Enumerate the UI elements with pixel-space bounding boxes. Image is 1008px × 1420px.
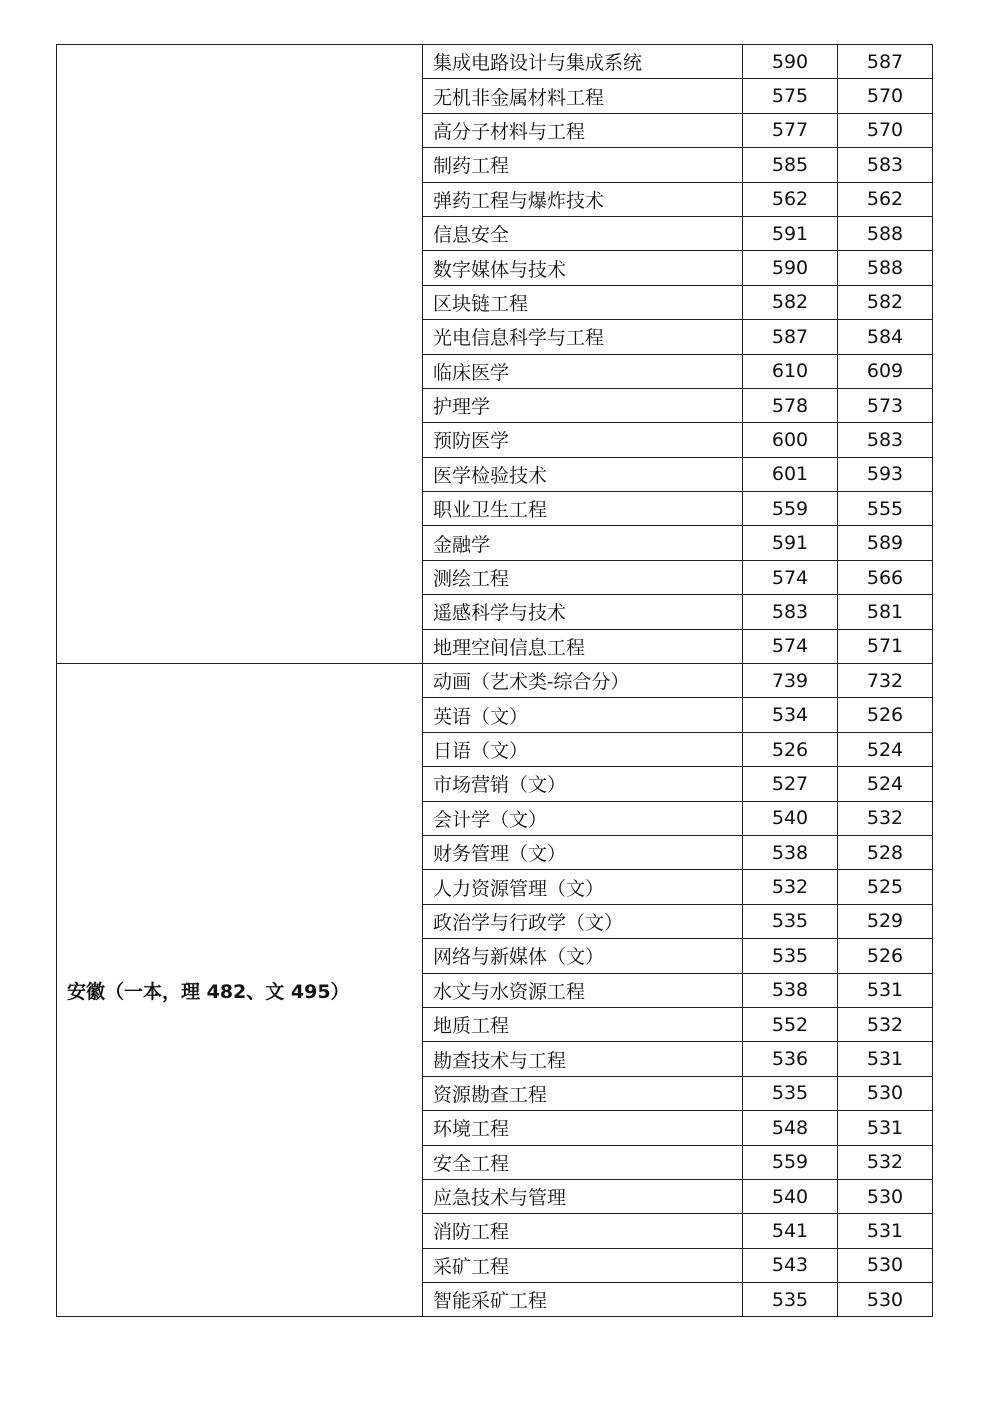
max-score-cell: 574 (743, 629, 838, 663)
max-score-cell: 610 (743, 354, 838, 388)
major-cell: 医学检验技术 (423, 457, 743, 491)
max-score-cell: 585 (743, 148, 838, 182)
major-cell: 制药工程 (423, 148, 743, 182)
major-cell: 水文与水资源工程 (423, 973, 743, 1007)
min-score-cell: 525 (838, 870, 933, 904)
major-cell: 弹药工程与爆炸技术 (423, 182, 743, 216)
table-body (57, 45, 933, 1317)
max-score-cell: 591 (743, 526, 838, 560)
max-score-cell: 532 (743, 870, 838, 904)
major-cell: 预防医学 (423, 423, 743, 457)
min-score-cell: 573 (838, 388, 933, 422)
major-cell: 高分子材料与工程 (423, 113, 743, 147)
min-score-cell: 589 (838, 526, 933, 560)
min-score-cell: 531 (838, 1042, 933, 1076)
major-cell: 安全工程 (423, 1145, 743, 1179)
max-score-cell: 601 (743, 457, 838, 491)
major-cell: 政治学与行政学（文） (423, 904, 743, 938)
table-row (57, 45, 933, 79)
max-score-cell: 559 (743, 492, 838, 526)
min-score-cell: 526 (838, 698, 933, 732)
major-cell: 采矿工程 (423, 1248, 743, 1282)
max-score-cell: 590 (743, 251, 838, 285)
major-cell: 人力资源管理（文） (423, 870, 743, 904)
min-score-cell: 524 (838, 732, 933, 766)
min-score-cell: 581 (838, 595, 933, 629)
min-score-cell: 531 (838, 973, 933, 1007)
min-score-cell: 530 (838, 1179, 933, 1213)
admission-score-table (56, 44, 933, 1317)
max-score-cell: 578 (743, 388, 838, 422)
max-score-cell: 575 (743, 79, 838, 113)
max-score-cell: 590 (743, 45, 838, 79)
min-score-cell: 524 (838, 767, 933, 801)
major-cell: 网络与新媒体（文） (423, 939, 743, 973)
min-score-cell: 593 (838, 457, 933, 491)
major-cell: 消防工程 (423, 1214, 743, 1248)
major-cell: 护理学 (423, 388, 743, 422)
max-score-cell: 562 (743, 182, 838, 216)
max-score-cell: 527 (743, 767, 838, 801)
max-score-cell: 577 (743, 113, 838, 147)
major-cell: 信息安全 (423, 216, 743, 250)
max-score-cell: 591 (743, 216, 838, 250)
max-score-cell: 526 (743, 732, 838, 766)
min-score-cell: 566 (838, 560, 933, 594)
province-cell: 安徽（一本，理 482、文 495） (57, 664, 423, 1317)
min-score-cell: 571 (838, 629, 933, 663)
min-score-cell: 562 (838, 182, 933, 216)
major-cell: 集成电路设计与集成系统 (423, 45, 743, 79)
major-cell: 测绘工程 (423, 560, 743, 594)
max-score-cell: 582 (743, 285, 838, 319)
min-score-cell: 531 (838, 1111, 933, 1145)
min-score-cell: 584 (838, 320, 933, 354)
max-score-cell: 535 (743, 1283, 838, 1317)
major-cell: 勘查技术与工程 (423, 1042, 743, 1076)
min-score-cell: 570 (838, 113, 933, 147)
max-score-cell: 535 (743, 939, 838, 973)
max-score-cell: 536 (743, 1042, 838, 1076)
max-score-cell: 535 (743, 1076, 838, 1110)
major-cell: 无机非金属材料工程 (423, 79, 743, 113)
major-cell: 区块链工程 (423, 285, 743, 319)
min-score-cell: 531 (838, 1214, 933, 1248)
min-score-cell: 732 (838, 664, 933, 698)
max-score-cell: 543 (743, 1248, 838, 1282)
major-cell: 市场营销（文） (423, 767, 743, 801)
major-cell: 环境工程 (423, 1111, 743, 1145)
min-score-cell: 526 (838, 939, 933, 973)
max-score-cell: 548 (743, 1111, 838, 1145)
major-cell: 职业卫生工程 (423, 492, 743, 526)
max-score-cell: 552 (743, 1007, 838, 1041)
major-cell: 金融学 (423, 526, 743, 560)
min-score-cell: 582 (838, 285, 933, 319)
min-score-cell: 583 (838, 148, 933, 182)
max-score-cell: 534 (743, 698, 838, 732)
min-score-cell: 570 (838, 79, 933, 113)
min-score-cell: 530 (838, 1076, 933, 1110)
major-cell: 财务管理（文） (423, 835, 743, 869)
major-cell: 光电信息科学与工程 (423, 320, 743, 354)
major-cell: 日语（文） (423, 732, 743, 766)
max-score-cell: 583 (743, 595, 838, 629)
major-cell: 数字媒体与技术 (423, 251, 743, 285)
max-score-cell: 574 (743, 560, 838, 594)
max-score-cell: 540 (743, 1179, 838, 1213)
major-cell: 地质工程 (423, 1007, 743, 1041)
min-score-cell: 530 (838, 1248, 933, 1282)
max-score-cell: 541 (743, 1214, 838, 1248)
min-score-cell: 532 (838, 1145, 933, 1179)
major-cell: 会计学（文） (423, 801, 743, 835)
max-score-cell: 538 (743, 973, 838, 1007)
max-score-cell: 559 (743, 1145, 838, 1179)
major-cell: 遥感科学与技术 (423, 595, 743, 629)
min-score-cell: 529 (838, 904, 933, 938)
min-score-cell: 555 (838, 492, 933, 526)
max-score-cell: 587 (743, 320, 838, 354)
major-cell: 地理空间信息工程 (423, 629, 743, 663)
major-cell: 动画（艺术类-综合分） (423, 664, 743, 698)
max-score-cell: 538 (743, 835, 838, 869)
max-score-cell: 739 (743, 664, 838, 698)
province-cell (57, 45, 423, 664)
min-score-cell: 588 (838, 216, 933, 250)
min-score-cell: 587 (838, 45, 933, 79)
max-score-cell: 600 (743, 423, 838, 457)
major-cell: 应急技术与管理 (423, 1179, 743, 1213)
max-score-cell: 535 (743, 904, 838, 938)
major-cell: 英语（文） (423, 698, 743, 732)
min-score-cell: 532 (838, 1007, 933, 1041)
major-cell: 资源勘查工程 (423, 1076, 743, 1110)
major-cell: 临床医学 (423, 354, 743, 388)
min-score-cell: 530 (838, 1283, 933, 1317)
min-score-cell: 588 (838, 251, 933, 285)
min-score-cell: 583 (838, 423, 933, 457)
major-cell: 智能采矿工程 (423, 1283, 743, 1317)
min-score-cell: 532 (838, 801, 933, 835)
table-row (57, 664, 933, 698)
max-score-cell: 540 (743, 801, 838, 835)
min-score-cell: 528 (838, 835, 933, 869)
min-score-cell: 609 (838, 354, 933, 388)
